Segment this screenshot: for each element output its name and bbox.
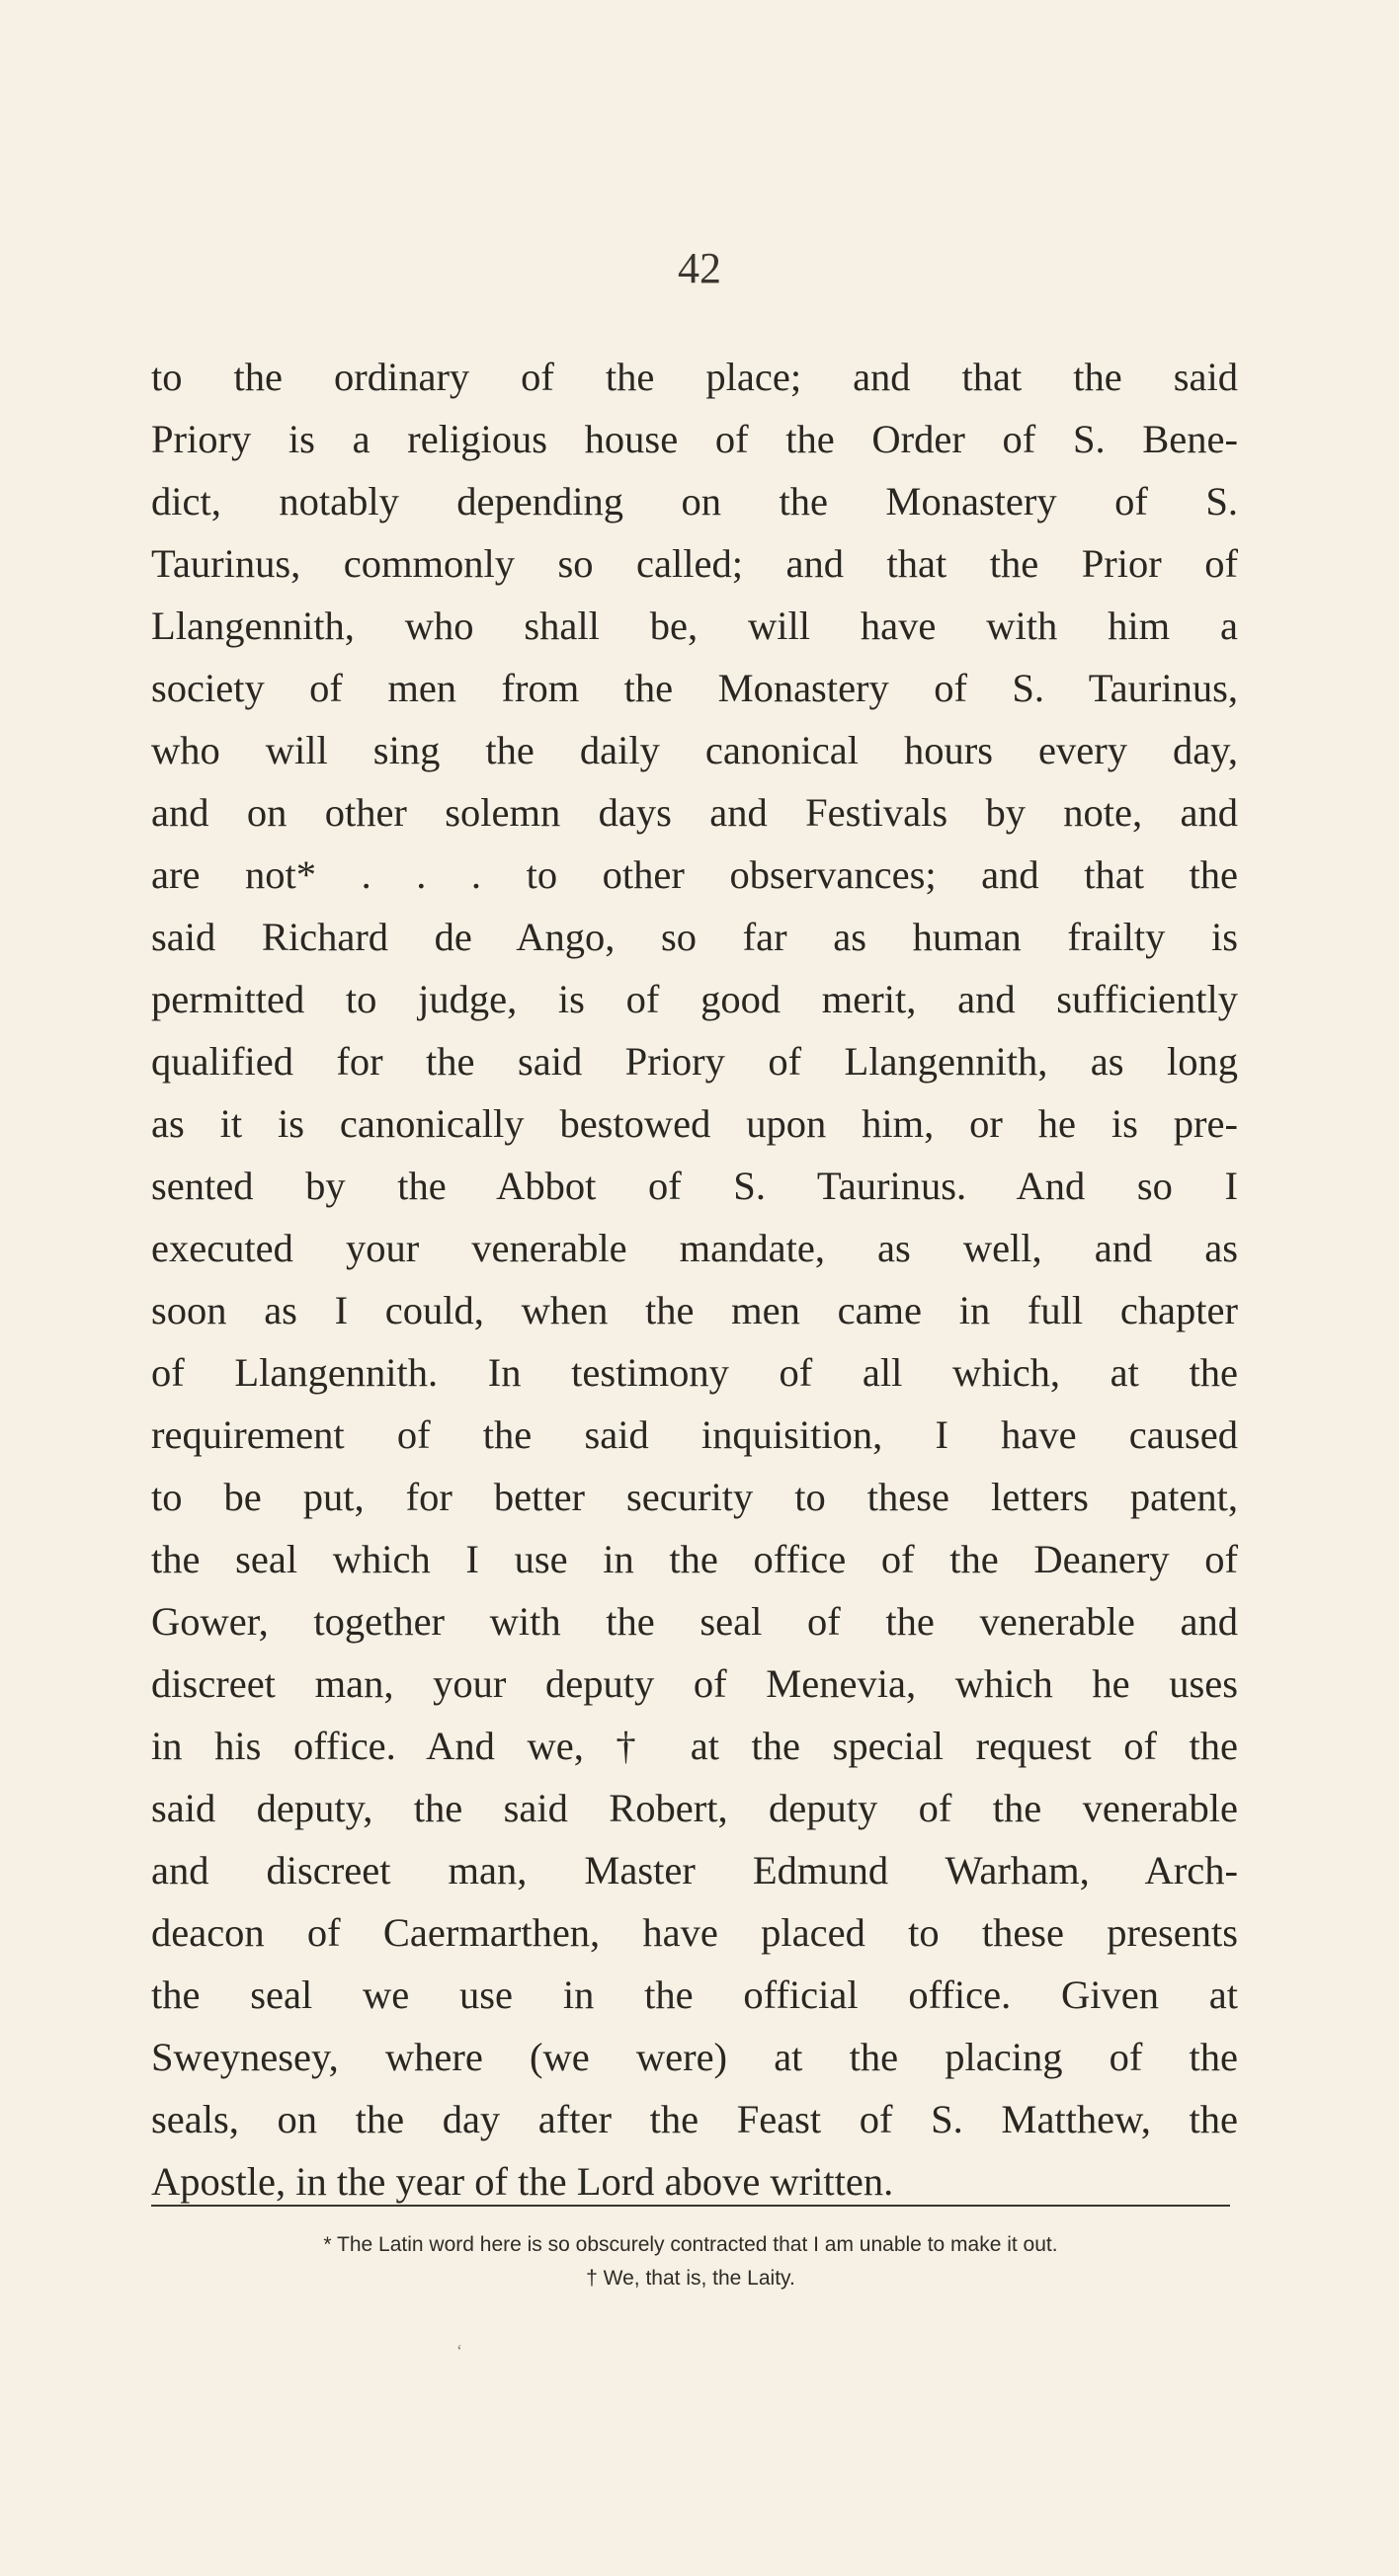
text-line: qualified for the said Priory of Llangennith, as long [151,1039,1238,1084]
page-number: 42 [678,244,721,292]
text-line: and discreet man, Master Edmund Warham, Arch- [151,1848,1238,1892]
text-line: Gower, together with the seal of the venerable and [151,1599,1238,1644]
text-line: the seal we use in the official office. Given at [151,1972,1238,2017]
text-line: dict, notably depending on the Monastery of S. [151,479,1238,523]
text-line: Priory is a religious house of the Order of S. Bene- [151,417,1238,461]
text-line: sented by the Abbot of S. Taurinus. And so I [151,1164,1238,1208]
text-line: requirement of the said inquisition, I have caused [151,1412,1238,1457]
text-line: seals, on the day after the Feast of S. Matthew, the [151,2097,1238,2141]
text-line: to be put, for better security to these letters patent, [151,1475,1238,1519]
text-line: said Richard de Ango, so far as human frailty is [151,915,1238,959]
text-line: and on other solemn days and Festivals by note, and [151,790,1238,835]
text-line: discreet man, your deputy of Menevia, which he uses [151,1661,1238,1706]
text-line: are not* . . . to other observances; and that the [151,852,1238,897]
text-line: executed your venerable mandate, as well, and as [151,1226,1238,1270]
text-line: permitted to judge, is of good merit, and sufficiently [151,977,1238,1021]
text-line: to the ordinary of the place; and that the said [151,355,1238,399]
text-line: in his office. And we, † at the special request of the [151,1724,1238,1768]
text-line: Taurinus, commonly so called; and that the Prior of [151,541,1238,586]
footnotes [151,2228,1230,2295]
text-line: of Llangennith. In testimony of all which, at the [151,1350,1238,1395]
footnote-asterisk: * The Latin word here is so obscurely contracted that I am unable to make it out. [323,2233,1058,2256]
stray-ink-mark: ʻ [456,2341,462,2361]
body-text [151,346,1238,2213]
text-line: who will sing the daily canonical hours every day, [151,728,1238,772]
text-line: deacon of Caermarthen, have placed to these presents [151,1910,1238,1955]
text-line: society of men from the Monastery of S. Taurinus, [151,666,1238,710]
text-line: Sweynesey, where (we were) at the placing of the [151,2035,1238,2079]
footnote-dagger: † We, that is, the Laity. [586,2267,795,2290]
text-line: soon as I could, when the men came in full chapter [151,1288,1238,1332]
text-line: the seal which I use in the office of the Deanery of [151,1537,1238,1581]
text-line: Llangennith, who shall be, will have with him a [151,604,1238,648]
text-line: said deputy, the said Robert, deputy of the venerable [151,1786,1238,1830]
text-line: as it is canonically bestowed upon him, or he is pre- [151,1101,1238,1146]
footnote-divider [151,2205,1230,2207]
text-line: Apostle, in the year of the Lord above written. [151,2159,894,2204]
